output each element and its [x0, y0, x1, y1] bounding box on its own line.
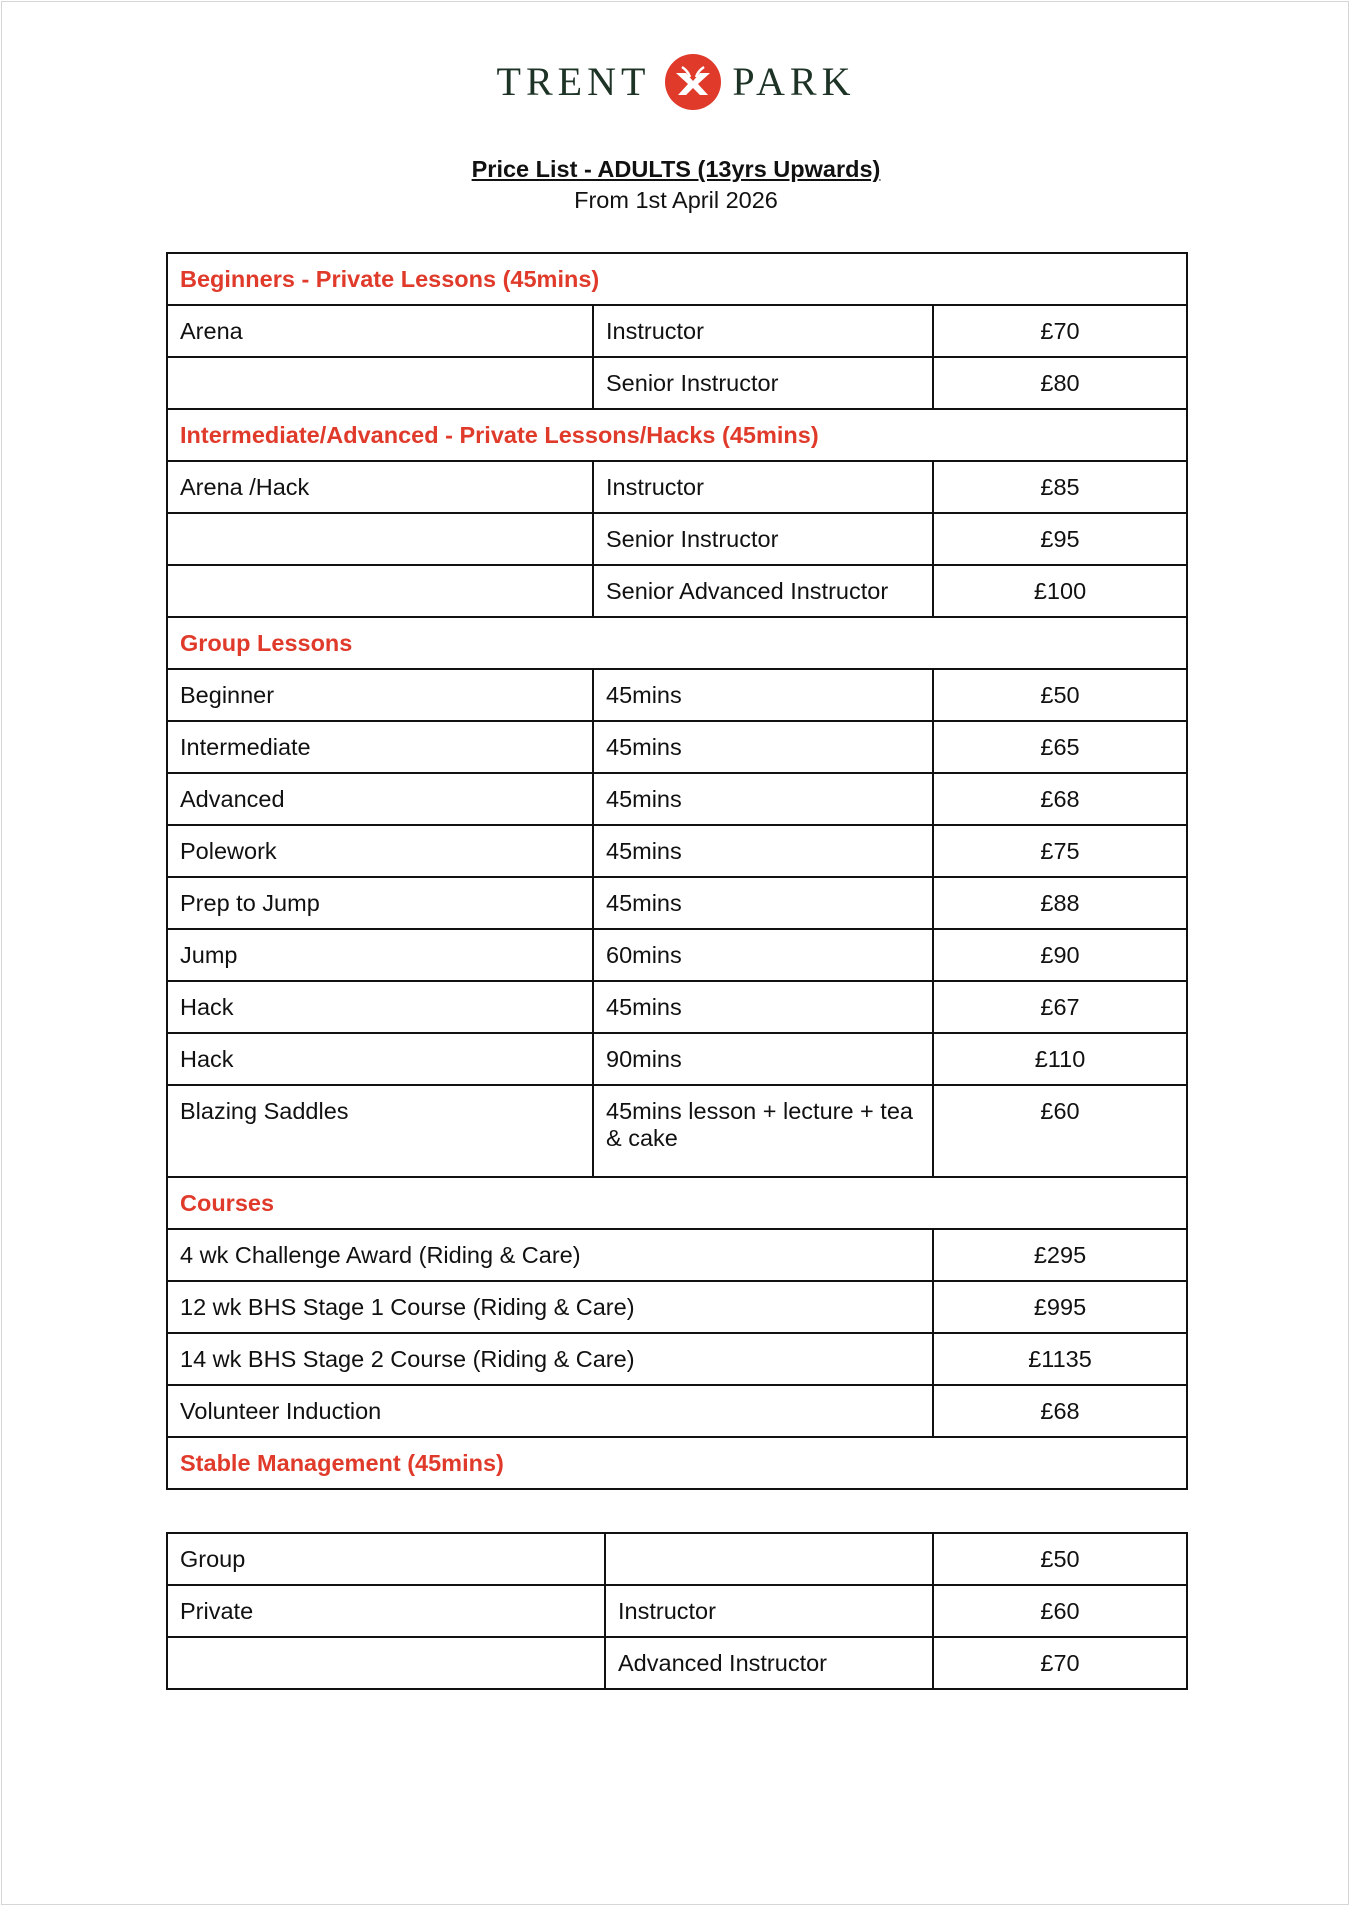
detail-cell: 45mins [593, 825, 933, 877]
brand-word-left: TRENT [496, 59, 651, 104]
detail-cell: 90mins [593, 1033, 933, 1085]
section-heading-courses: Courses [167, 1177, 1187, 1229]
table-row [167, 721, 1187, 773]
table-row [167, 565, 1187, 617]
table-row [167, 981, 1187, 1033]
price-cell: £50 [933, 1533, 1187, 1585]
price-cell: £100 [933, 565, 1187, 617]
table-row [167, 929, 1187, 981]
table-row [167, 1229, 1187, 1281]
table-row [167, 1085, 1187, 1177]
item-cell: 4 wk Challenge Award (Riding & Care) [167, 1229, 933, 1281]
price-cell: £85 [933, 461, 1187, 513]
item-cell [167, 513, 593, 565]
price-table [166, 252, 1188, 1490]
stable-table [166, 1532, 1188, 1690]
item-cell: Intermediate [167, 721, 593, 773]
detail-cell: 45mins [593, 669, 933, 721]
document-subtitle: From 1st April 2026 [574, 187, 778, 213]
table-row [167, 357, 1187, 409]
table-row [167, 1281, 1187, 1333]
item-cell [167, 565, 593, 617]
table-row [167, 513, 1187, 565]
table-row [167, 1585, 1187, 1637]
detail-cell: Instructor [605, 1585, 933, 1637]
item-cell: Arena /Hack [167, 461, 593, 513]
detail-cell: 45mins [593, 773, 933, 825]
item-cell: Jump [167, 929, 593, 981]
detail-cell: 60mins [593, 929, 933, 981]
table-row [167, 1533, 1187, 1585]
price-cell: £90 [933, 929, 1187, 981]
item-cell: Hack [167, 981, 593, 1033]
detail-cell [605, 1533, 933, 1585]
detail-cell: Senior Advanced Instructor [593, 565, 933, 617]
price-cell: £67 [933, 981, 1187, 1033]
price-cell: £70 [933, 1637, 1187, 1689]
price-cell: £1135 [933, 1333, 1187, 1385]
item-cell: Advanced [167, 773, 593, 825]
item-cell: Polework [167, 825, 593, 877]
document-heading [0, 154, 1352, 216]
section-heading-stable: Stable Management (45mins) [167, 1437, 1187, 1489]
price-cell: £80 [933, 357, 1187, 409]
item-cell: Prep to Jump [167, 877, 593, 929]
table-row [167, 1333, 1187, 1385]
price-cell: £60 [933, 1585, 1187, 1637]
table-row [167, 825, 1187, 877]
table-row [167, 461, 1187, 513]
price-cell: £95 [933, 513, 1187, 565]
item-cell: 12 wk BHS Stage 1 Course (Riding & Care) [167, 1281, 933, 1333]
price-cell: £995 [933, 1281, 1187, 1333]
price-cell: £50 [933, 669, 1187, 721]
item-cell: Arena [167, 305, 593, 357]
price-cell: £88 [933, 877, 1187, 929]
item-cell: Beginner [167, 669, 593, 721]
section-heading-beginners: Beginners - Private Lessons (45mins) [167, 253, 1187, 305]
detail-cell: 45mins lesson + lecture + tea & cake [593, 1085, 933, 1177]
horse-emblem-icon [664, 53, 722, 111]
table-row [167, 877, 1187, 929]
detail-cell: 45mins [593, 877, 933, 929]
section-heading-intermediate: Intermediate/Advanced - Private Lessons/Hacks (45mins) [167, 409, 1187, 461]
item-cell [167, 1637, 605, 1689]
price-cell: £60 [933, 1085, 1187, 1177]
section-header [167, 253, 1187, 305]
item-cell: Private [167, 1585, 605, 1637]
price-cell: £68 [933, 1385, 1187, 1437]
item-cell: Volunteer Induction [167, 1385, 933, 1437]
detail-cell: Advanced Instructor [605, 1637, 933, 1689]
section-header [167, 617, 1187, 669]
price-cell: £65 [933, 721, 1187, 773]
detail-cell: Senior Instructor [593, 513, 933, 565]
detail-cell: Instructor [593, 461, 933, 513]
table-row [167, 1385, 1187, 1437]
item-cell [167, 357, 593, 409]
detail-cell: Instructor [593, 305, 933, 357]
table-row [167, 1637, 1187, 1689]
brand-word-right: PARK [732, 59, 856, 104]
detail-cell: 45mins [593, 721, 933, 773]
item-cell: Blazing Saddles [167, 1085, 593, 1177]
detail-cell: Senior Instructor [593, 357, 933, 409]
item-cell: 14 wk BHS Stage 2 Course (Riding & Care) [167, 1333, 933, 1385]
detail-cell: 45mins [593, 981, 933, 1033]
price-cell: £75 [933, 825, 1187, 877]
item-cell: Hack [167, 1033, 593, 1085]
price-cell: £70 [933, 305, 1187, 357]
table-row [167, 669, 1187, 721]
price-cell: £295 [933, 1229, 1187, 1281]
brand-logo [0, 52, 1352, 112]
section-heading-group: Group Lessons [167, 617, 1187, 669]
item-cell: Group [167, 1533, 605, 1585]
table-row [167, 305, 1187, 357]
table-row [167, 1033, 1187, 1085]
section-header [167, 1437, 1187, 1489]
section-header [167, 1177, 1187, 1229]
section-header [167, 409, 1187, 461]
price-cell: £68 [933, 773, 1187, 825]
document-title: Price List - ADULTS (13yrs Upwards) [471, 156, 881, 182]
price-cell: £110 [933, 1033, 1187, 1085]
table-row [167, 773, 1187, 825]
